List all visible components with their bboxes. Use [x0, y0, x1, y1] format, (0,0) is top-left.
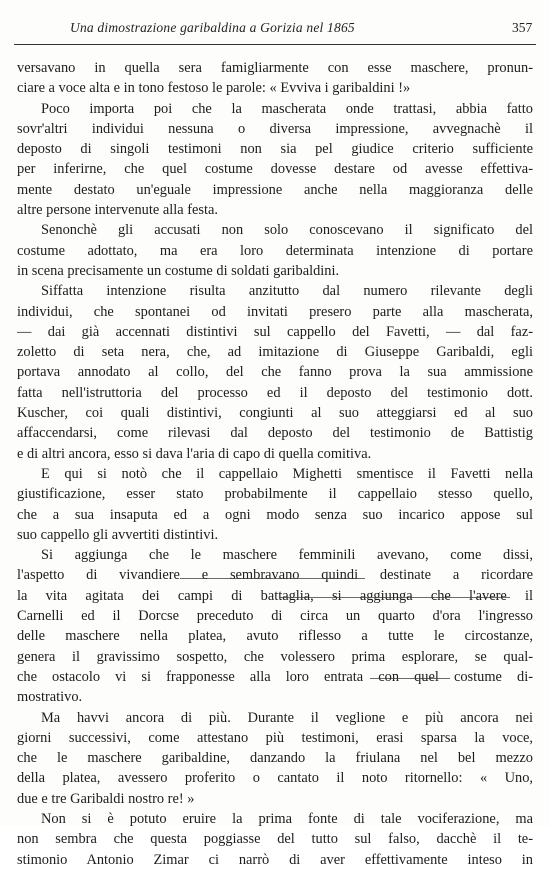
text-line: Senonchè gli accusati non solo conoscevano il significato del	[41, 222, 533, 239]
pen-underline	[280, 597, 510, 598]
running-title: Una dimostrazione garibaldina a Gorizia nel 1865	[70, 20, 355, 35]
text-line: della platea, avessero proferito o cantato il noto ritornello: « Uno,	[17, 770, 533, 787]
text-line: giustificazione, esser stato probabilmente il cappellaio stesso quello,	[17, 486, 533, 503]
body-text	[17, 58, 533, 870]
text-line: affaccendarsi, come rilevasi dal deposto del testimonio de Battistig	[17, 425, 533, 442]
paragraph	[17, 281, 533, 464]
paragraph	[17, 58, 533, 99]
text-line: sovr'altri individui nessuna o diversa impressione, avvegnachè il	[17, 120, 533, 137]
text-line: Poco importa poi che la mascherata onde trattasi, abbia fatto	[41, 100, 533, 117]
text-line: individui, che spontanei od invitati presero parte alla mascherata,	[17, 303, 533, 320]
text-line: che le maschere garibaldine, danzando la friulana nel bel mezzo	[17, 750, 533, 767]
text-line: che ostacolo vi si frapponesse alla loro entrata con quel costume di-	[17, 668, 533, 685]
text-line: Carnelli ed il Dorcse preceduto di circa un quarto d'ora l'ingresso	[17, 608, 533, 625]
text-line: Si aggiunga che le maschere femminili avevano, come dissi,	[41, 547, 533, 564]
text-line: l'aspetto di vivandiere e sembravano quindi destinate a ricordare	[17, 567, 533, 584]
text-line: giorni successivi, come attestano più testimoni, erasi sparsa la voce,	[17, 729, 533, 746]
text-line: non sembra che questa poggiasse del tutto sul falso, dacchè il te-	[17, 831, 533, 848]
text-line: Kuscher, coi quali distintivi, congiunti al suo atteggiarsi ed al suo	[17, 405, 533, 422]
text-line: ciare a voce alta e in tono festoso le parole: « Evviva i garibaldini !»	[17, 80, 411, 97]
text-line: e di altri ancora, esso si dava l'aria di capo di quella comitiva.	[17, 445, 372, 462]
text-line: — dai già accennati distintivi sul cappello del Favetti, — dal faz-	[17, 323, 533, 340]
text-line: stimonio Antonio Zimar ci narrò di aver effettivamente inteso in	[17, 851, 533, 868]
text-line: deposto di singoli testimoni non sia pel giudice criterio sufficiente	[17, 141, 533, 158]
text-line: altre persone intervenute alla festa.	[17, 202, 218, 219]
text-line: in scena precisamente un costume di soldati garibaldini.	[17, 262, 340, 279]
text-line: delle maschere nella platea, avuto riflesso a tutte le circostanze,	[17, 628, 533, 645]
text-line: genera il gravissimo sospetto, che volessero prima esplorare, se qual-	[17, 648, 533, 665]
text-line: Ma havvi ancora di più. Durante il veglione e più ancora nei	[41, 709, 533, 726]
text-line: Non si è potuto eruire la prima fonte di tale vociferazione, ma	[41, 810, 533, 827]
text-line: mente destato un'eguale impressione anche nella maggioranza delle	[17, 181, 533, 198]
text-line: portava annodato al collo, del che fanno prova la sua ammissione	[17, 364, 533, 381]
paragraph	[17, 99, 533, 221]
text-line: versavano in quella sera famigliarmente con esse maschere, pronun-	[17, 60, 533, 76]
paragraph	[17, 545, 533, 707]
text-line: che a sua insaputa ed a ogni modo senza suo incarico appose sul	[17, 506, 533, 523]
text-line: costume adottato, ma era loro determinata intenzione di portare	[17, 242, 533, 259]
text-line: suo cappello gli avvertiti distintivi.	[17, 526, 219, 543]
pen-underline	[180, 578, 365, 579]
paragraph	[17, 708, 533, 809]
pen-underline	[370, 678, 450, 679]
paragraph	[17, 220, 533, 281]
text-line: E qui si notò che il cappellaio Mighetti smentisce il Favetti nella	[41, 465, 533, 482]
paragraph	[17, 809, 533, 870]
page-number: 357	[512, 20, 533, 35]
text-line: Siffatta intenzione risulta anzitutto dal numero rilevante degli	[41, 283, 533, 300]
paragraph	[17, 464, 533, 545]
text-line: per inferirne, che quel costume dovesse destare od avesse effettiva-	[17, 161, 533, 178]
text-line: zoletto di seta nera, che, ad imitazione di Giuseppe Garibaldi, egli	[17, 344, 533, 361]
header-rule	[14, 44, 536, 45]
text-line: la vita agitata dei campi di battaglia, si aggiunga che l'avere il	[17, 587, 533, 604]
text-line: mostrativo.	[17, 689, 83, 706]
text-line: fatta nell'istruttoria del processo ed il deposto del testimonio dott.	[17, 384, 533, 401]
text-line: due e tre Garibaldi nostro re! »	[17, 790, 195, 807]
